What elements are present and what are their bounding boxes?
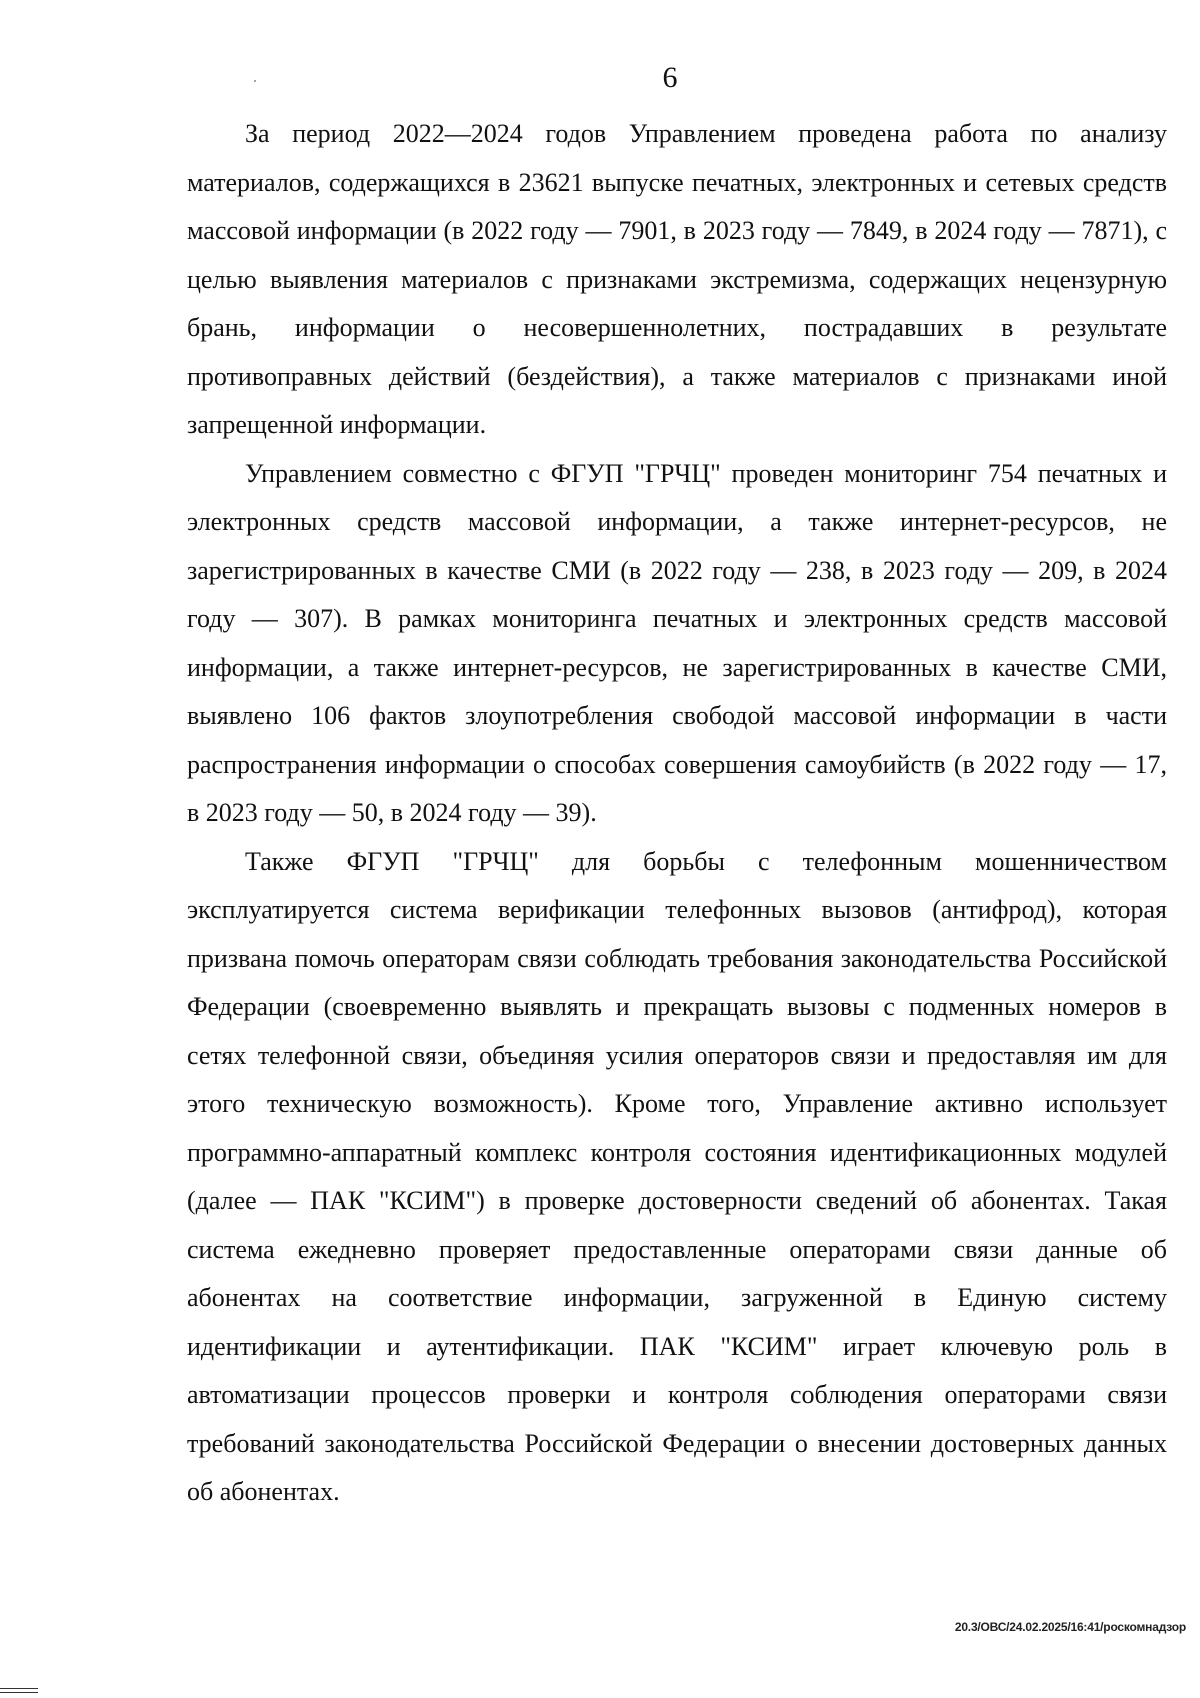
footer-stamp: 20.3/ОВС/24.02.2025/16:41/роскомнадзор bbox=[954, 1620, 1186, 1634]
paragraph-media-analysis: За период 2022—2024 годов Управлением проведена работа по анализу материалов, содержащихся в 23621 выпуске печатных, электронных и сетевых средств массовой информации (в 2022 году — 7901, в 2023 году — 7849, в 2024 году — 7871), с целью выявления материалов с признаками экстремизма, содержащих нецензурную брань, информации о несовершеннолетних, пострадавших в результате противоправных действий (бездействия), а также материалов с признаками иной запрещенной информации. bbox=[187, 119, 1167, 439]
paragraph-monitoring: Управлением совместно с ФГУП "ГРЧЦ" проведен мониторинг 754 печатных и электронных средств массовой информации, а также интернет-ресурсов, не зарегистрированных в качестве СМИ (в 2022 году — 238, в 2023 году — 209, в 2024 году — 307). В рамках мониторинга печатных и электронных средств массовой информации, а также интернет-ресурсов, не зарегистрированных в качестве СМИ, выявлено 106 фактов злоупотребления свободой массовой информации в части распространения информации о способах совершения самоубийств (в 2022 году — 17, в 2023 году — 50, в 2024 году — 39). bbox=[187, 458, 1167, 827]
body-text bbox=[187, 110, 1167, 1517]
page-number: 6 bbox=[662, 61, 678, 94]
paragraph-antifraud: Также ФГУП "ГРЧЦ" для борьбы с телефонным мошенничеством эксплуатируется система верификации телефонных вызовов (антифрод), которая призвана помочь операторам связи соблюдать требования законодательства Российской Федерации (своевременно выявлять и прекращать вызовы с подменных номеров в сетях телефонной связи, объединяя усилия операторов связи и предоставляя им для этого техническую возможность). Кроме того, Управление активно использует программно-аппаратный комплекс контроля состояния идентификационных модулей (далее — ПАК "КСИМ") в проверке достоверности сведений об абонентах. Такая система ежедневно проверяет предоставленные операторами связи данные об абонентах на соответствие информации, загруженной в Единую систему идентификации и аутентификации. ПАК "КСИМ" играет ключевую роль в автоматизации процессов проверки и контроля соблюдения операторами связи требований законодательства Российской Федерации о внесении достоверных данных об абонентах. bbox=[187, 846, 1167, 1506]
corner-mark bbox=[0, 1688, 38, 1693]
